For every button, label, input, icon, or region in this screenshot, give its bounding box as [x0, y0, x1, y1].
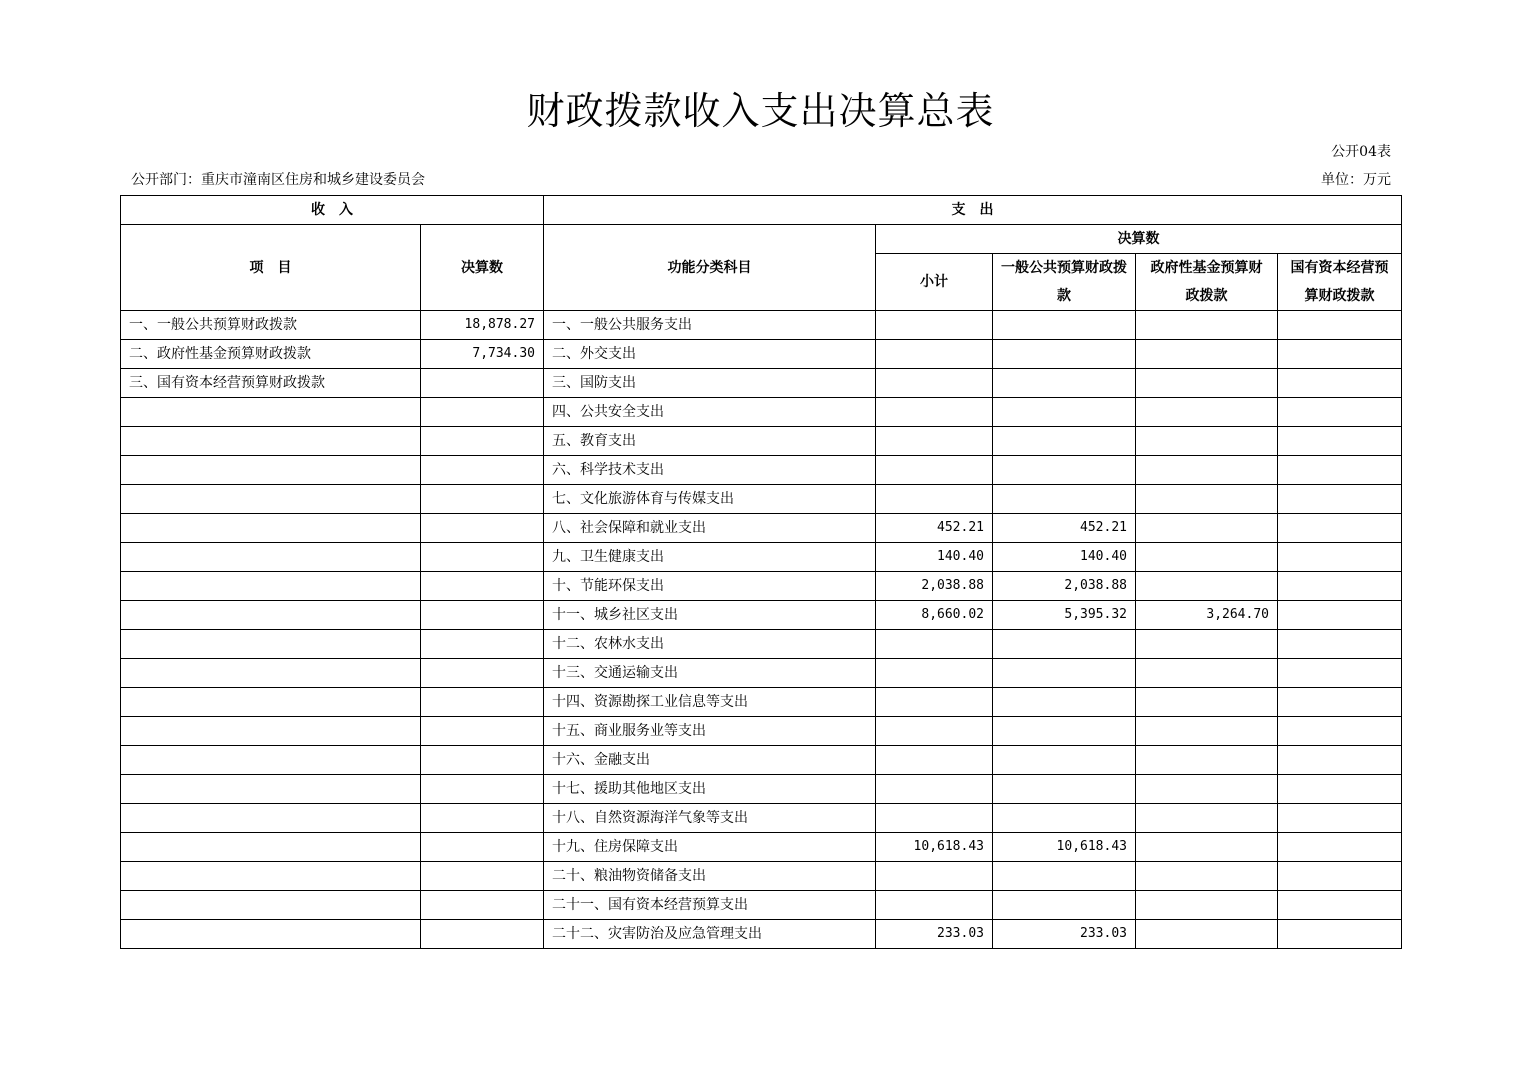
state-capital-cell — [1278, 891, 1402, 920]
gov-fund-cell — [1136, 775, 1278, 804]
income-item-cell — [121, 572, 421, 601]
income-amount-cell — [421, 427, 544, 456]
income-item-cell — [121, 891, 421, 920]
income-amount-cell — [421, 630, 544, 659]
state-capital-cell — [1278, 369, 1402, 398]
state-capital-cell — [1278, 630, 1402, 659]
general-budget-cell — [993, 688, 1136, 717]
table-row — [121, 311, 1402, 340]
subtotal-cell — [876, 688, 993, 717]
income-amount-cell — [421, 717, 544, 746]
income-amount-cell — [421, 688, 544, 717]
general-budget-cell — [993, 485, 1136, 514]
expense-header: 支 出 — [544, 196, 1402, 225]
budget-table — [120, 195, 1402, 949]
category-cell: 九、卫生健康支出 — [544, 543, 876, 572]
general-budget-cell — [993, 311, 1136, 340]
subtotal-cell: 140.40 — [876, 543, 993, 572]
state-capital-cell — [1278, 833, 1402, 862]
general-budget-cell — [993, 659, 1136, 688]
subtotal-cell — [876, 369, 993, 398]
table-row — [121, 456, 1402, 485]
income-amount-cell: 7,734.30 — [421, 340, 544, 369]
state-capital-cell — [1278, 659, 1402, 688]
subtotal-cell: 8,660.02 — [876, 601, 993, 630]
general-budget-cell — [993, 862, 1136, 891]
gov-fund-cell — [1136, 862, 1278, 891]
category-cell: 一、一般公共服务支出 — [544, 311, 876, 340]
general-budget-cell: 140.40 — [993, 543, 1136, 572]
state-capital-cell — [1278, 775, 1402, 804]
final-amount-header: 决算数 — [421, 225, 544, 311]
income-amount-cell — [421, 369, 544, 398]
table-row — [121, 659, 1402, 688]
state-capital-cell — [1278, 862, 1402, 891]
gov-fund-cell — [1136, 427, 1278, 456]
table-row — [121, 514, 1402, 543]
gov-fund-cell — [1136, 543, 1278, 572]
subtotal-cell: 2,038.88 — [876, 572, 993, 601]
table-row — [121, 369, 1402, 398]
state-capital-cell — [1278, 688, 1402, 717]
income-item-cell — [121, 775, 421, 804]
table-row — [121, 340, 1402, 369]
gov-fund-cell — [1136, 398, 1278, 427]
income-header: 收 入 — [121, 196, 544, 225]
subtotal-cell: 233.03 — [876, 920, 993, 949]
category-cell: 五、教育支出 — [544, 427, 876, 456]
subtotal-cell — [876, 630, 993, 659]
category-cell: 十五、商业服务业等支出 — [544, 717, 876, 746]
subtotal-cell — [876, 862, 993, 891]
income-item-cell — [121, 630, 421, 659]
category-cell: 十七、援助其他地区支出 — [544, 775, 876, 804]
table-row — [121, 485, 1402, 514]
general-budget-cell: 452.21 — [993, 514, 1136, 543]
subtotal-cell: 10,618.43 — [876, 833, 993, 862]
income-item-cell — [121, 514, 421, 543]
state-capital-cell — [1278, 543, 1402, 572]
gov-fund-cell — [1136, 485, 1278, 514]
general-budget-cell — [993, 398, 1136, 427]
form-number: 公开04表 — [1331, 144, 1391, 160]
subtotal-cell — [876, 311, 993, 340]
state-capital-cell — [1278, 746, 1402, 775]
table-row — [121, 630, 1402, 659]
income-item-cell — [121, 717, 421, 746]
income-item-cell — [121, 862, 421, 891]
income-amount-cell — [421, 775, 544, 804]
income-amount-cell — [421, 833, 544, 862]
category-cell: 十四、资源勘探工业信息等支出 — [544, 688, 876, 717]
subtotal-cell — [876, 891, 993, 920]
general-budget-cell — [993, 891, 1136, 920]
state-capital-cell — [1278, 514, 1402, 543]
income-item-cell: 二、政府性基金预算财政拨款 — [121, 340, 421, 369]
general-budget-cell — [993, 804, 1136, 833]
subtotal-cell — [876, 427, 993, 456]
state-capital-cell — [1278, 717, 1402, 746]
table-row — [121, 717, 1402, 746]
table-row — [121, 775, 1402, 804]
table-row — [121, 920, 1402, 949]
table-row — [121, 398, 1402, 427]
table-row — [121, 543, 1402, 572]
state-capital-cell — [1278, 572, 1402, 601]
item-header: 项 目 — [121, 225, 421, 311]
income-item-cell: 一、一般公共预算财政拨款 — [121, 311, 421, 340]
unit-label: 单位：万元 — [1321, 172, 1391, 188]
gov-fund-cell — [1136, 746, 1278, 775]
gov-fund-cell — [1136, 833, 1278, 862]
table-row — [121, 804, 1402, 833]
general-budget-cell — [993, 369, 1136, 398]
category-cell: 二十一、国有资本经营预算支出 — [544, 891, 876, 920]
state-capital-cell — [1278, 456, 1402, 485]
table-body — [121, 311, 1402, 949]
gov-fund-cell — [1136, 804, 1278, 833]
table-row — [121, 891, 1402, 920]
income-item-cell — [121, 456, 421, 485]
category-cell: 二、外交支出 — [544, 340, 876, 369]
table-row — [121, 601, 1402, 630]
gov-fund-cell — [1136, 717, 1278, 746]
income-amount-cell — [421, 572, 544, 601]
general-budget-cell: 2,038.88 — [993, 572, 1136, 601]
subtotal-cell — [876, 485, 993, 514]
gov-fund-cell — [1136, 891, 1278, 920]
category-cell: 三、国防支出 — [544, 369, 876, 398]
income-item-cell — [121, 485, 421, 514]
subtotal-cell — [876, 804, 993, 833]
general-budget-cell — [993, 456, 1136, 485]
subtotal-cell: 452.21 — [876, 514, 993, 543]
general-budget-cell — [993, 427, 1136, 456]
general-budget-cell — [993, 746, 1136, 775]
subtotal-cell — [876, 746, 993, 775]
state-capital-cell — [1278, 427, 1402, 456]
income-amount-cell — [421, 920, 544, 949]
category-cell: 十三、交通运输支出 — [544, 659, 876, 688]
category-cell: 十、节能环保支出 — [544, 572, 876, 601]
income-item-cell: 三、国有资本经营预算财政拨款 — [121, 369, 421, 398]
gov-fund-cell — [1136, 311, 1278, 340]
general-budget-cell — [993, 717, 1136, 746]
income-amount-cell — [421, 804, 544, 833]
general-budget-cell — [993, 630, 1136, 659]
income-amount-cell — [421, 659, 544, 688]
income-item-cell — [121, 543, 421, 572]
gov-fund-cell — [1136, 369, 1278, 398]
general-budget-cell — [993, 775, 1136, 804]
state-capital-cell — [1278, 398, 1402, 427]
income-amount-cell — [421, 485, 544, 514]
subtotal-header: 小计 — [876, 254, 993, 311]
department-label: 公开部门：重庆市潼南区住房和城乡建设委员会 — [131, 172, 425, 188]
income-amount-cell — [421, 862, 544, 891]
income-item-cell — [121, 398, 421, 427]
category-cell: 十二、农林水支出 — [544, 630, 876, 659]
final-group-header: 决算数 — [876, 225, 1402, 254]
category-cell: 二十、粮油物资储备支出 — [544, 862, 876, 891]
category-cell: 七、文化旅游体育与传媒支出 — [544, 485, 876, 514]
subtotal-cell — [876, 717, 993, 746]
income-item-cell — [121, 746, 421, 775]
income-item-cell — [121, 920, 421, 949]
subtotal-cell — [876, 775, 993, 804]
category-cell: 十八、自然资源海洋气象等支出 — [544, 804, 876, 833]
income-item-cell — [121, 804, 421, 833]
gov-fund-cell — [1136, 688, 1278, 717]
category-cell: 十六、金融支出 — [544, 746, 876, 775]
table-row — [121, 746, 1402, 775]
table-row — [121, 833, 1402, 862]
general-budget-cell: 10,618.43 — [993, 833, 1136, 862]
gov-fund-cell — [1136, 456, 1278, 485]
income-amount-cell — [421, 746, 544, 775]
income-item-cell — [121, 427, 421, 456]
income-item-cell — [121, 833, 421, 862]
gov-fund-header: 政府性基金预算财政拨款 — [1136, 254, 1278, 311]
state-capital-header: 国有资本经营预算财政拨款 — [1278, 254, 1402, 311]
gov-fund-cell — [1136, 340, 1278, 369]
gov-fund-cell — [1136, 572, 1278, 601]
subtotal-cell — [876, 398, 993, 427]
state-capital-cell — [1278, 804, 1402, 833]
table-row — [121, 862, 1402, 891]
category-cell: 八、社会保障和就业支出 — [544, 514, 876, 543]
income-item-cell — [121, 601, 421, 630]
gov-fund-cell — [1136, 659, 1278, 688]
category-cell: 二十二、灾害防治及应急管理支出 — [544, 920, 876, 949]
income-amount-cell: 18,878.27 — [421, 311, 544, 340]
subtotal-cell — [876, 340, 993, 369]
income-amount-cell — [421, 891, 544, 920]
income-item-cell — [121, 688, 421, 717]
function-category-header: 功能分类科目 — [544, 225, 876, 311]
table-row — [121, 688, 1402, 717]
page-title: 财政拨款收入支出决算总表 — [526, 89, 995, 133]
income-amount-cell — [421, 601, 544, 630]
table-row — [121, 572, 1402, 601]
state-capital-cell — [1278, 340, 1402, 369]
general-budget-header: 一般公共预算财政拨款 — [993, 254, 1136, 311]
state-capital-cell — [1278, 311, 1402, 340]
general-budget-cell — [993, 340, 1136, 369]
income-item-cell — [121, 659, 421, 688]
category-cell: 十一、城乡社区支出 — [544, 601, 876, 630]
income-amount-cell — [421, 398, 544, 427]
general-budget-cell: 233.03 — [993, 920, 1136, 949]
state-capital-cell — [1278, 920, 1402, 949]
gov-fund-cell — [1136, 920, 1278, 949]
state-capital-cell — [1278, 485, 1402, 514]
subtotal-cell — [876, 659, 993, 688]
gov-fund-cell — [1136, 514, 1278, 543]
category-cell: 六、科学技术支出 — [544, 456, 876, 485]
gov-fund-cell — [1136, 630, 1278, 659]
category-cell: 十九、住房保障支出 — [544, 833, 876, 862]
table-row — [121, 427, 1402, 456]
gov-fund-cell: 3,264.70 — [1136, 601, 1278, 630]
income-amount-cell — [421, 456, 544, 485]
category-cell: 四、公共安全支出 — [544, 398, 876, 427]
state-capital-cell — [1278, 601, 1402, 630]
subtotal-cell — [876, 456, 993, 485]
income-amount-cell — [421, 514, 544, 543]
income-amount-cell — [421, 543, 544, 572]
general-budget-cell: 5,395.32 — [993, 601, 1136, 630]
